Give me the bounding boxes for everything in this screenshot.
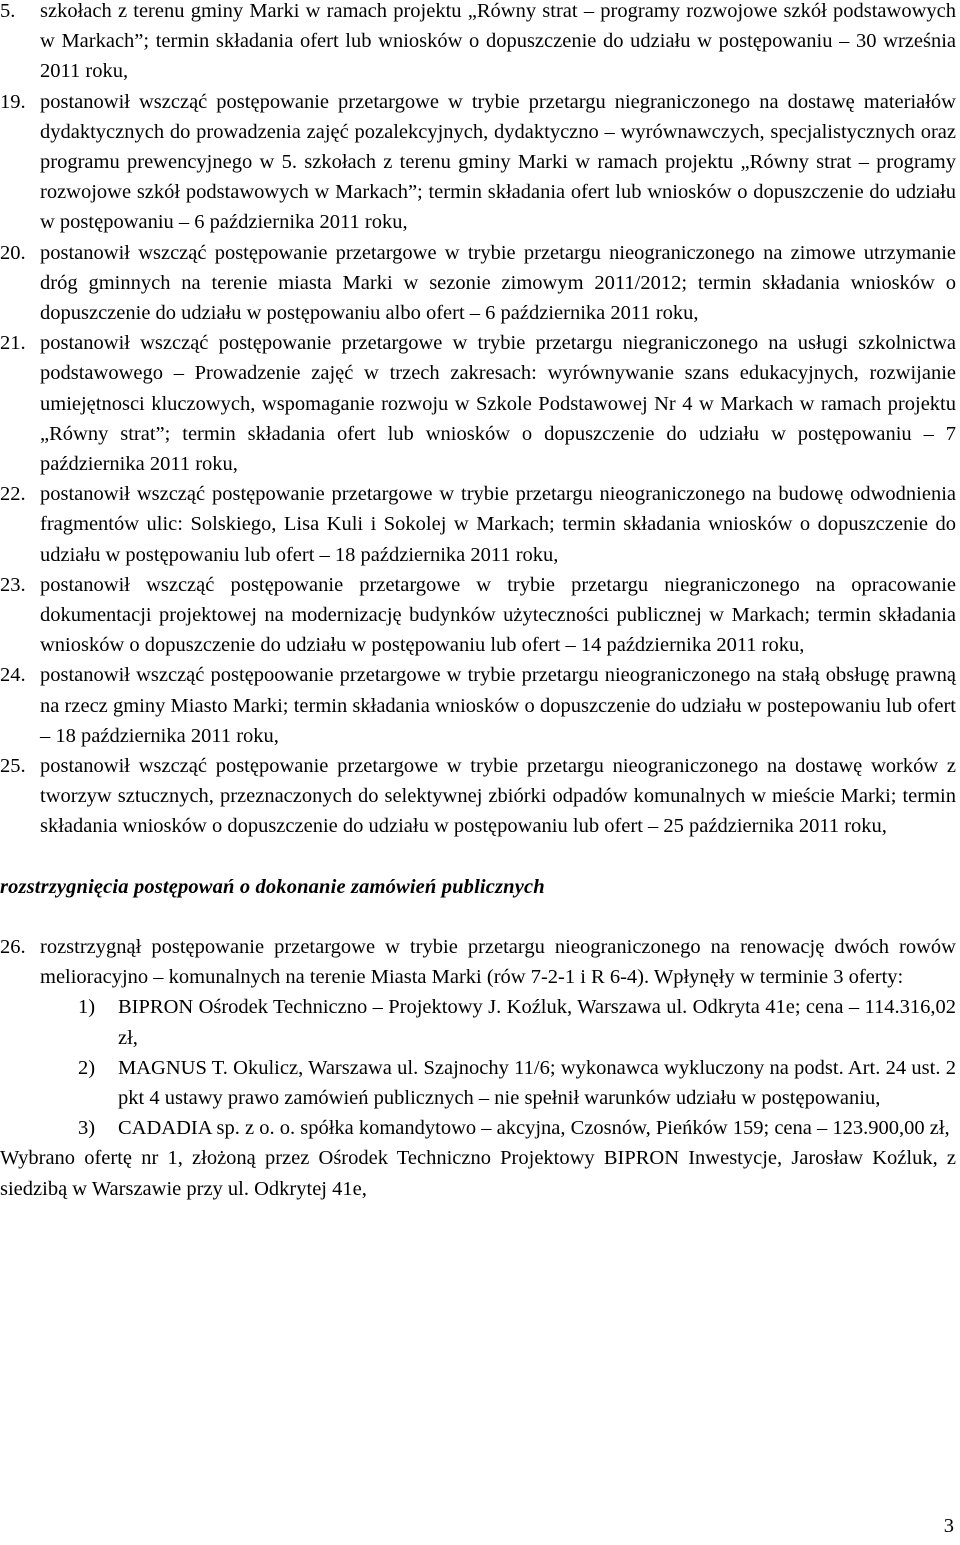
item-number: 21.	[0, 332, 26, 355]
item-text: rozstrzygnął postępowanie przetargowe w trybie przetargu nieograniczonego na renowację dwóch rowów melioracyjno – komunalnych na terenie Miasta Marki (rów 7-2-1 i R 6-4). Wpłynęły w terminie 3 oferty:	[40, 935, 956, 989]
list-item	[0, 0, 960, 87]
item-text: postanowił wszcząć postępowanie przetargowe w trybie przetargu niegraniczonego na opracowanie dokumentacji projektowej na modernizację budynków użyteczności publicznej w Markach; termin składania wniosków o dopuszczenie do udziału w postępowaniu lub ofert – 14 października 2011 roku,	[40, 573, 956, 657]
page-number: 3	[943, 1515, 954, 1537]
offer-item	[0, 992, 960, 1052]
list-item	[0, 238, 960, 329]
item-text: postanowił wszcząć postępoowanie przetargowe w trybie przetargu nieograniczonego na stałą obsługę prawną na rzecz gminy Miasto Marki; termin składania wniosków o dopuszczenie do udziału w postepowaniu lub ofert – 18 października 2011 roku,	[40, 664, 956, 747]
item-text: postanowił wszcząć postępowanie przetargowe w trybie przetargu niegraniczonego na usługi szkolnictwa podstawowego – Prowadzenie zajęć w trzech zakresach: wyrównywanie szans edukacyjnych, rozwijanie umiejętnosci kluczowych, wspomaganie rozwoju w Szkole Podstawowej Nr 4 w Markach w ramach projektu „Równy strat”; termin składania ofert lub wniosków o dopuszczenie do udziału w postępowaniu – 7 października 2011 roku,	[40, 332, 956, 476]
item-number: 5.	[0, 0, 16, 22]
offer-number: 3)	[78, 1117, 96, 1140]
item-number: 24.	[0, 664, 26, 687]
list-item	[0, 87, 960, 238]
item-number: 22.	[0, 483, 26, 506]
item-text: postanowił wszcząć postępowanie przetargowe w trybie przetargu nieograniczonego na dostawę worków z tworzyw sztucznych, przeznaczonych do selektywnej zbiórki odpadów komunalnych w mieście Marki; termin składania wniosków o dopuszczenie do udziału w postępowaniu lub ofert – 25 października 2011 roku,	[40, 755, 956, 838]
offer-item	[0, 1113, 960, 1143]
offer-item	[0, 1053, 960, 1113]
item-number: 20.	[0, 241, 26, 264]
section-heading: rozstrzygnięcia postępowań o dokonanie zamówień publicznych	[0, 875, 545, 898]
offer-number: 2)	[78, 1056, 96, 1079]
list-item	[0, 932, 960, 992]
closing-paragraph: Wybrano ofertę nr 1, złożoną przez Ośrodek Techniczno Projektowy BIPRON Inwestycje, Jarosław Koźluk, z siedzibą w Warszawie przy ul. Odkrytej 41e,	[0, 1147, 956, 1200]
offer-text: CADADIA sp. z o. o. spółka komandytowo – akcyjna, Czosnów, Pieńków 159; cena – 123.900,00 zł,	[118, 1117, 950, 1140]
list-item	[0, 570, 960, 661]
item-text: postanowił wszcząć postępowanie przetargowe w trybie przetargu nieograniczonego na zimowe utrzymanie dróg gminnych na terenie miasta Marki w sezonie zimowym 2011/2012; termin składania wniosków o dopuszczenie do udziału w postępowaniu albo ofert – 6 października 2011 roku,	[40, 241, 956, 325]
list-item	[0, 479, 960, 570]
list-item	[0, 328, 960, 479]
item-text: postanowił wszcząć postępowanie przetargowe w trybie przetargu nieograniczonego na budowę odwodnienia fragmentów ulic: Solskiego, Lisa Kuli i Sokolej w Markach; termin składania wniosków o dopuszczenie do udziału w postępowaniu lub ofert – 18 października 2011 roku,	[40, 483, 956, 566]
offer-number: 1)	[78, 996, 96, 1019]
item-number: 26.	[0, 935, 26, 958]
item-number: 25.	[0, 755, 26, 778]
offer-text: MAGNUS T. Okulicz, Warszawa ul. Szajnochy 11/6; wykonawca wykluczony na podst. Art. 24 ust. 2 pkt 4 ustawy prawo zamówień publicznych – nie spełnił warunków udziału w postępowaniu,	[118, 1056, 956, 1109]
list-item	[0, 751, 960, 842]
item-number: 19.	[0, 90, 26, 113]
item-text: szkołach z terenu gminy Marki w ramach projektu „Równy strat – programy rozwojowe szkół podstawowych w Markach”; termin składania ofert lub wniosków o dopuszczenie do udziału w postępowaniu – 30 września 2011 roku,	[40, 0, 956, 83]
list-item	[0, 660, 960, 751]
offer-text: BIPRON Ośrodek Techniczno – Projektowy J. Koźluk, Warszawa ul. Odkryta 41e; cena – 114.316,02 zł,	[118, 996, 956, 1049]
item-number: 23.	[0, 573, 26, 596]
item-text: postanowił wszcząć postępowanie przetargowe w trybie przetargu niegraniczonego na dostawę materiałów dydaktycznych do prowadzenia zajęć pozalekcyjnych, dydaktyczno – wyrównawczych, specjalistycznych oraz programu prewencyjnego w 5. szkołach z terenu gminy Marki w ramach projektu „Równy strat – programy rozwojowe szkół podstawowych w Markach”; termin składania ofert lub wniosków o dopuszczenie do udziału w postępowaniu – 6 października 2011 roku,	[40, 90, 956, 234]
